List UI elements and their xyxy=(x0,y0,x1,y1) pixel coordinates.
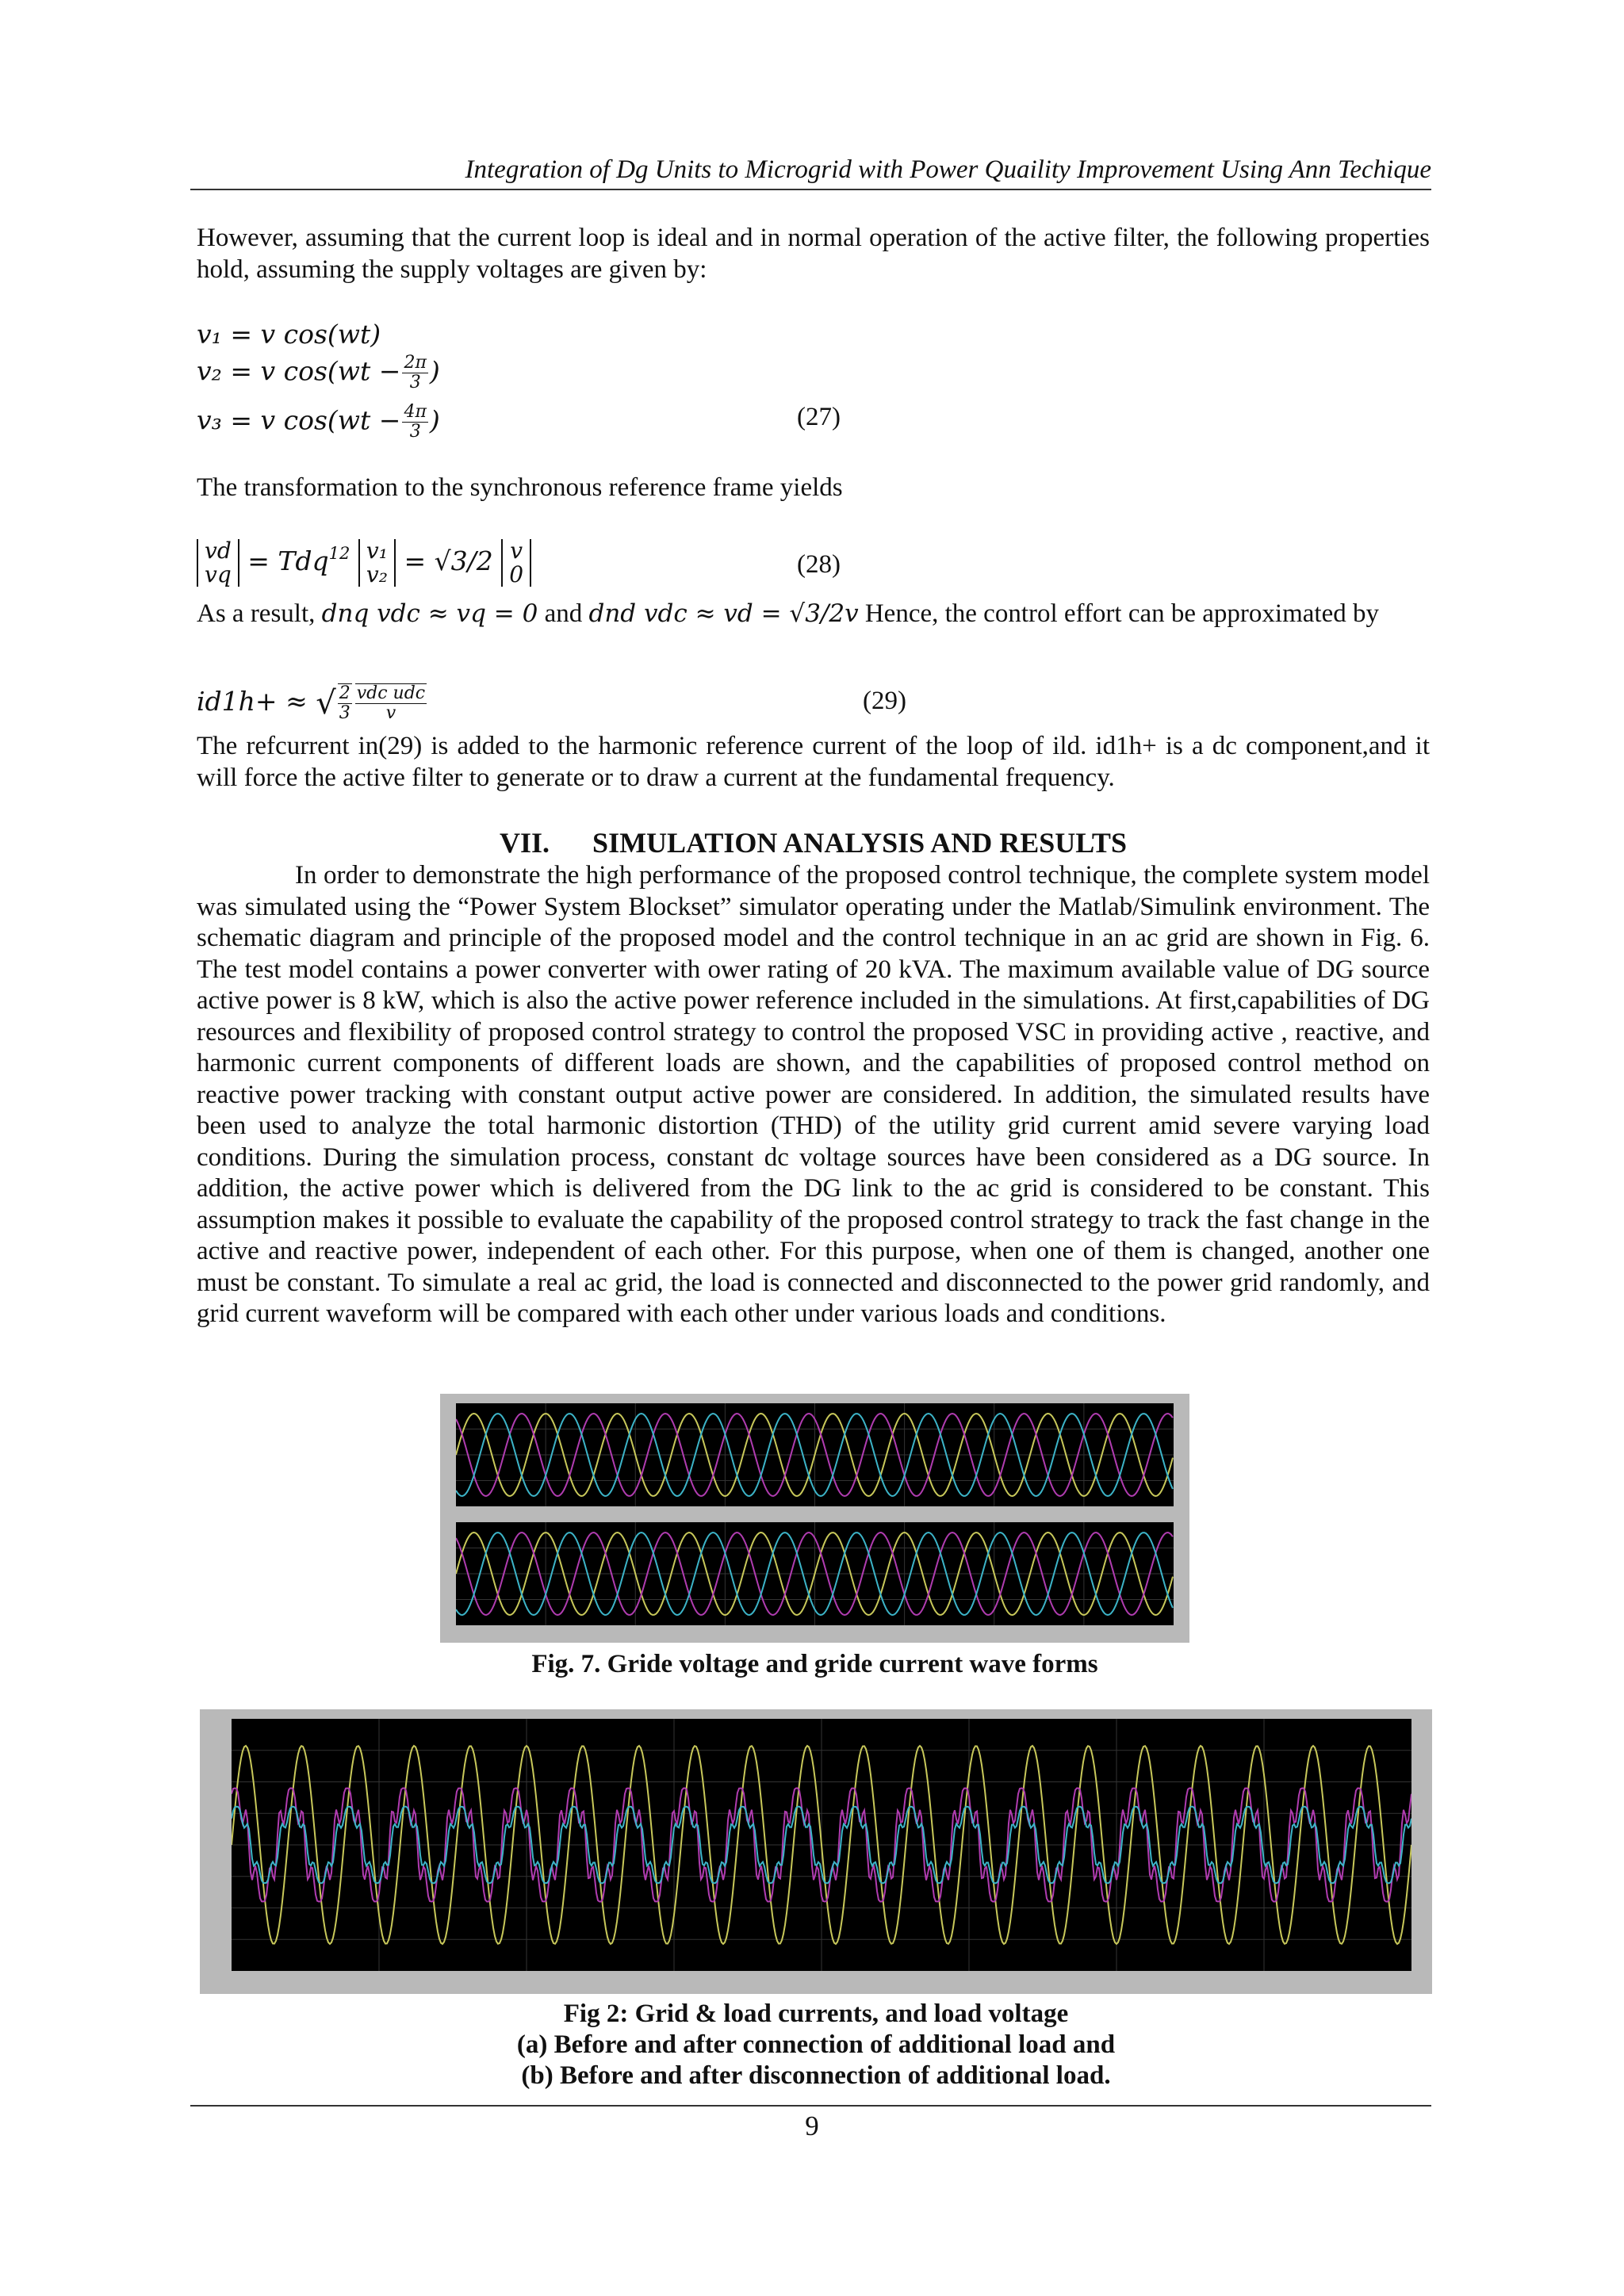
eq27-v2-text: 𝑣₂ = 𝑣 cos(𝑤𝑡 − xyxy=(197,355,401,387)
eq29-sqrt-num: 2 xyxy=(339,683,350,703)
eq27-line1: 𝑣₁ = 𝑣 cos(𝑤𝑡) xyxy=(197,319,381,350)
eq27-line3: 𝑣₃ = 𝑣 cos(𝑤𝑡 − $\frac{4\pi}{3}$ ) xyxy=(197,402,440,442)
intro-paragraph: However, assuming that the current loop is ideal and in normal operation of the active filter, the following properties hold, assuming the supply voltages are given by: xyxy=(197,224,1430,284)
fig2-waveforms xyxy=(232,1719,1411,1971)
eq27-v3-num: 4π xyxy=(404,402,427,422)
eq28-rhs-vector xyxy=(358,539,396,587)
fig7-image xyxy=(440,1394,1189,1643)
fig2-image xyxy=(200,1709,1432,1994)
result-math1: 𝑑𝑛𝑞 𝑣𝑑𝑐 ≈ 𝑣𝑞 = 0 xyxy=(321,599,538,628)
eq29 xyxy=(197,683,428,723)
eq27-v3-den: 3 xyxy=(409,422,421,442)
eq27-v3-fraction xyxy=(402,403,427,442)
eq27-line2: 𝑣₂ = 𝑣 cos(𝑤𝑡 − $\frac{2\pi}{3}$ ) xyxy=(197,353,440,392)
fig7-bottom-plot xyxy=(456,1522,1174,1625)
eq27-v3-text: 𝑣₃ = 𝑣 cos(𝑤𝑡 − xyxy=(197,404,401,436)
eq28-sqrt: = √3/2 xyxy=(404,545,493,576)
eq28-lhs-vector xyxy=(197,539,239,587)
fig7-bottom-waveforms xyxy=(456,1522,1174,1625)
result-line xyxy=(197,599,1379,629)
eq28 xyxy=(197,539,531,587)
footer-rule xyxy=(190,2105,1431,2107)
eq27-v2-fraction xyxy=(402,354,427,392)
eq27-v2-den: 3 xyxy=(409,373,421,392)
running-header: Integration of Dg Units to Microgrid with Power Quaility Improvement Using Ann Techique xyxy=(465,155,1431,184)
eq29-num: 𝑣𝑑𝑐 𝑢𝑑𝑐 xyxy=(356,683,426,703)
eq28-result-vector xyxy=(501,539,531,587)
eq27-v2-num: 2π xyxy=(404,353,427,373)
eq28-sup: 12 xyxy=(328,544,350,563)
eq28-lhs-bottom: 𝑣𝑞 xyxy=(205,561,232,587)
fig7-top-waveforms xyxy=(456,1403,1174,1506)
fig2-caption-line2: (a) Before and after connection of additional load and xyxy=(516,2030,1116,2059)
eq29-sqrt-fraction xyxy=(338,683,352,723)
eq28-rhs-top: 𝑣₁ xyxy=(366,538,388,564)
eq29-sqrt-sign: √ xyxy=(316,685,336,721)
fig2-plot xyxy=(232,1719,1411,1971)
header-rule xyxy=(190,189,1431,190)
eq28-number: (28) xyxy=(797,550,841,579)
eq28-lhs-top: 𝑣𝑑 xyxy=(205,538,232,564)
section-heading: VII. SIMULATION ANALYSIS AND RESULTS xyxy=(500,827,1127,859)
eq28-mid: = 𝑇𝑑𝑞 xyxy=(247,545,329,576)
result-prefix: As a result, xyxy=(197,599,322,628)
eq29-main-fraction xyxy=(355,683,427,723)
fig2-caption-line3: (b) Before and after disconnection of additional load. xyxy=(521,2061,1111,2090)
result-suffix: Hence, the control effort can be approximated by xyxy=(858,599,1379,628)
eq27-number: (27) xyxy=(797,403,841,431)
eq28-res-top: 𝑣 xyxy=(510,538,523,564)
eq28-res-bottom: 0 xyxy=(509,561,524,587)
eq28-rhs-bottom: 𝑣₂ xyxy=(366,561,388,587)
eq29-den: 𝑣 xyxy=(385,703,396,723)
eq29-sqrt-den: 3 xyxy=(339,703,350,723)
result-and: and xyxy=(538,599,589,628)
page-number: 9 xyxy=(805,2110,819,2141)
result-math2: 𝑑𝑛𝑑 𝑣𝑑𝑐 ≈ 𝑣𝑑 = √3/2𝑣 xyxy=(588,599,859,628)
fig7-caption: Fig. 7. Gride voltage and gride current wave forms xyxy=(531,1650,1098,1678)
fig2-caption-line1: Fig 2: Grid & load currents, and load voltage xyxy=(563,1999,1069,2028)
fig7-top-plot xyxy=(456,1403,1174,1506)
eq29-number: (29) xyxy=(863,687,906,715)
transform-sentence: The transformation to the synchronous reference frame yields xyxy=(197,473,843,502)
eq29-lhs: 𝑖𝑑1ℎ+ ≈ xyxy=(197,686,308,717)
refcurrent-paragraph: The refcurrent in(29) is added to the harmonic reference current of the loop of ild. id1h+ is a dc component,and it will force the active filter to generate or to draw a current at the fundamental frequency. xyxy=(197,732,1430,792)
body-paragraph: In order to demonstrate the high performance of the proposed control technique, the complete system model was simulated using the “Power System Blockset” simulator operating under the Matlab/Simulink environment. The schematic diagram and principle of the proposed model and the control technique in an ac grid are shown in Fig. 6. The test model contains a power converter with ower rating of 20 kVA. The maximum available value of DG source active power is 8 kW, which is also the active power reference included in the simulations. At first,capabilities of DG resources and flexibility of proposed control strategy to control the proposed VSC in providing active , reactive, and harmonic current components of different loads are shown, and the capabilities of proposed control method on reactive power tracking with constant output active power are considered. In addition, the simulated results have been used to analyze the total harmonic distortion (THD) of the utility grid current amid severe varying load conditions. During the simulation process, constant dc voltage sources have been considered as a DG source. In addition, the active power which is delivered from the DG link to the ac grid is considered to be constant. This assumption makes it possible to evaluate the capability of the proposed control strategy to track the fast change in the active and reactive power, independent of each other. For this purpose, when one of them is changed, another one must be constant. To simulate a real ac grid, the load is connected and disconnected to the power grid randomly, and grid current waveform will be compared with each other under various loads and conditions. xyxy=(197,861,1430,1328)
